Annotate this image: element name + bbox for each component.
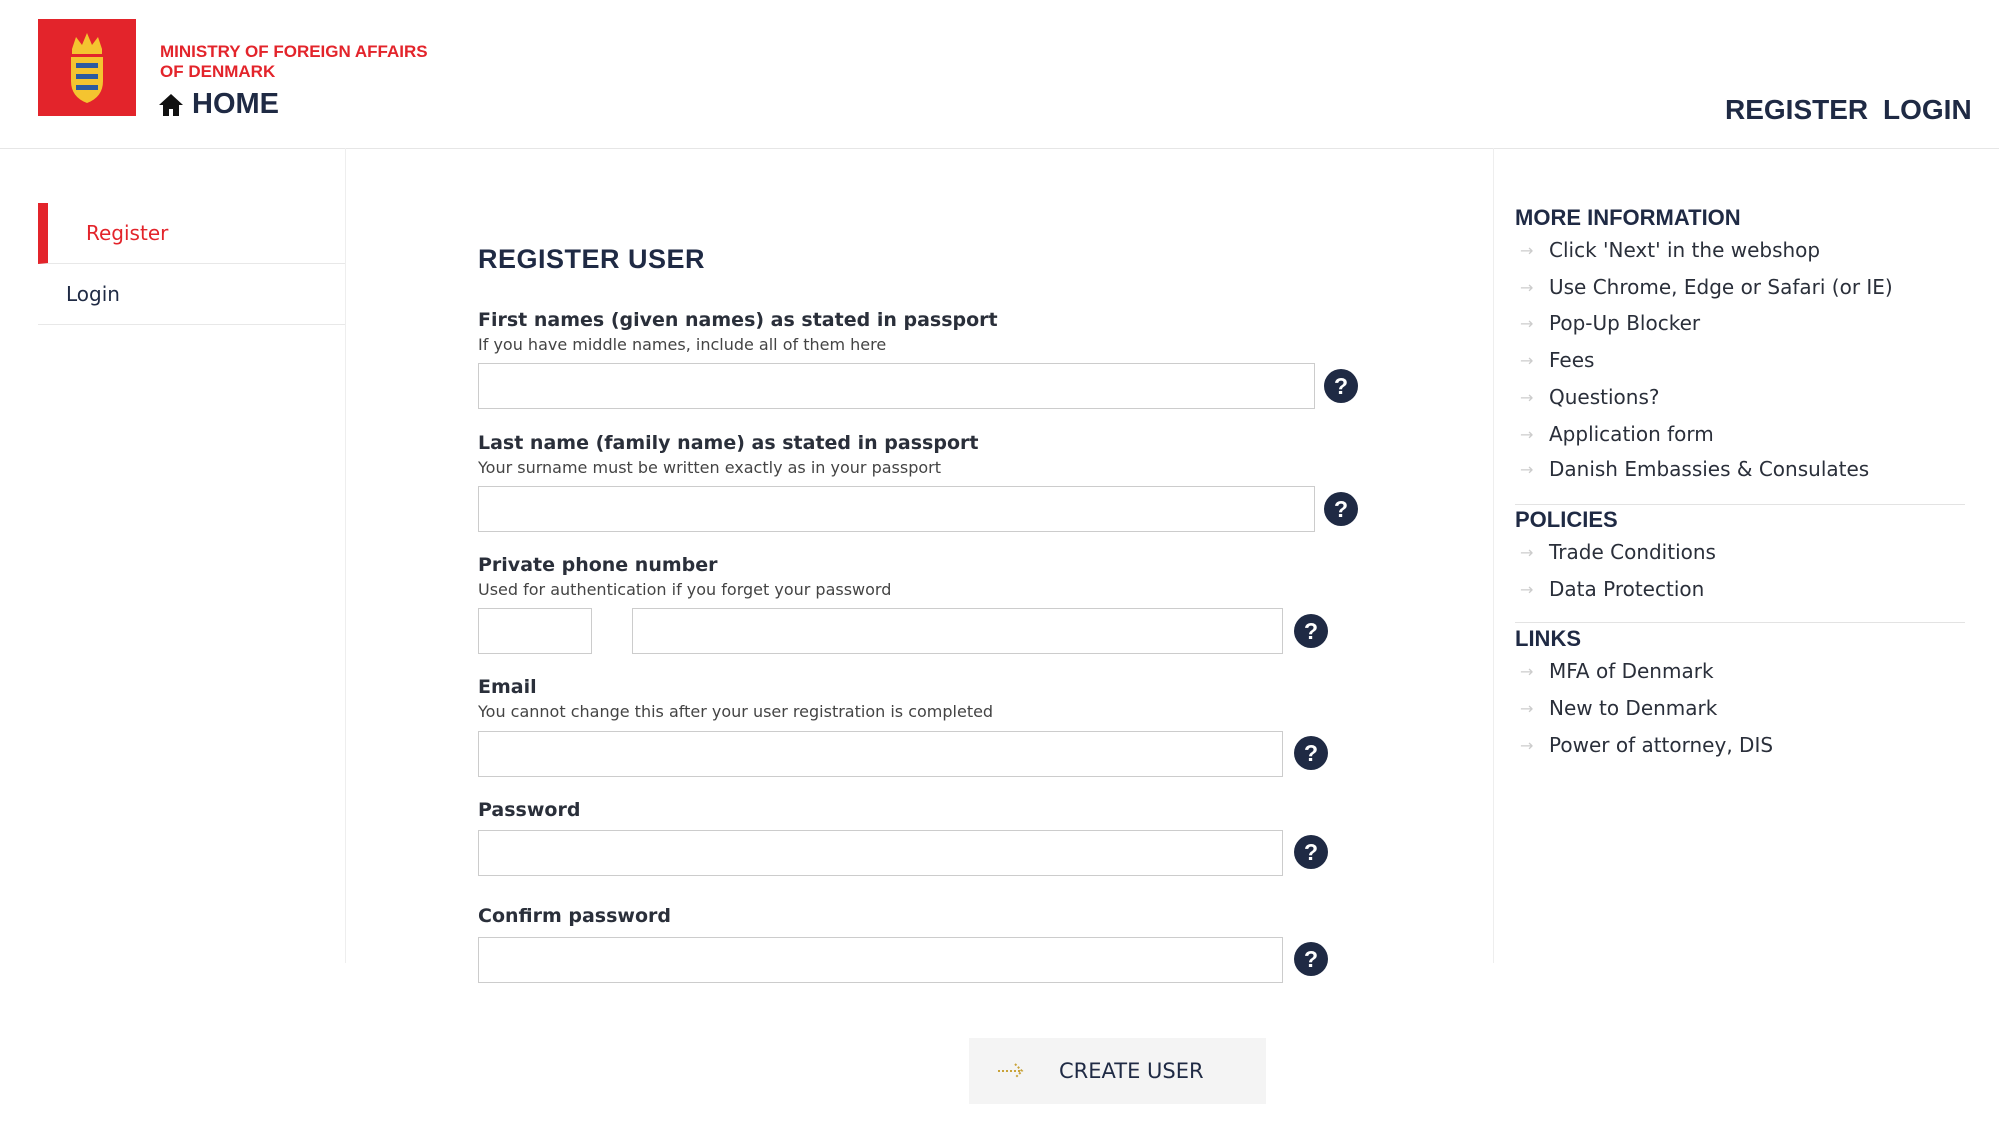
confirm-password-help-icon[interactable]: ? (1294, 942, 1328, 976)
link-label: Application form (1549, 422, 1714, 446)
policies-heading: POLICIES (1515, 507, 1618, 532)
brand-line-1: MINISTRY OF FOREIGN AFFAIRS (160, 42, 428, 61)
create-user-label: CREATE USER (1059, 1059, 1204, 1083)
first-name-hint: If you have middle names, include all of them here (478, 335, 887, 354)
link-trade-conditions[interactable] (1520, 540, 1716, 564)
link-browsers[interactable] (1520, 275, 1893, 299)
email-label: Email (478, 676, 537, 698)
confirm-password-input[interactable] (478, 937, 1283, 983)
link-questions[interactable] (1520, 385, 1660, 409)
ministry-name[interactable] (160, 42, 428, 82)
link-power-of-attorney[interactable] (1520, 733, 1773, 757)
arrow-icon: → (1520, 424, 1534, 444)
arrow-icon: → (1520, 661, 1534, 681)
arrow-icon: → (1520, 579, 1534, 599)
ministry-logo[interactable] (38, 19, 136, 116)
phone-help-icon[interactable]: ? (1294, 614, 1328, 648)
brand-line-2: OF DENMARK (160, 62, 276, 81)
link-data-protection[interactable] (1520, 577, 1704, 601)
page-title: REGISTER USER (478, 244, 706, 274)
arrow-icon: → (1520, 387, 1534, 407)
sidebar (38, 203, 345, 325)
last-name-label: Last name (family name) as stated in passport (478, 432, 979, 454)
links-heading: LINKS (1515, 626, 1581, 651)
link-fees[interactable] (1520, 348, 1594, 372)
divider (1515, 622, 1965, 623)
password-label: Password (478, 799, 581, 821)
link-click-next[interactable] (1520, 238, 1820, 262)
right-column-divider (1493, 148, 1494, 963)
email-help-icon[interactable]: ? (1294, 736, 1328, 770)
home-icon (158, 93, 184, 117)
divider (1515, 504, 1965, 505)
email-input[interactable] (478, 731, 1283, 777)
first-name-label: First names (given names) as stated in passport (478, 309, 998, 331)
link-label: Click 'Next' in the webshop (1549, 238, 1821, 262)
arrow-icon: → (1520, 240, 1534, 260)
coat-of-arms-icon (38, 19, 136, 116)
password-input[interactable] (478, 830, 1283, 876)
link-label: Trade Conditions (1549, 540, 1716, 564)
link-popup-blocker[interactable] (1520, 311, 1700, 335)
sidebar-item-login[interactable]: Login (38, 264, 345, 325)
email-hint: You cannot change this after your user registration is completed (478, 702, 994, 721)
link-label: Data Protection (1549, 577, 1705, 601)
phone-number-input[interactable] (632, 608, 1283, 654)
arrow-right-icon (997, 1061, 1025, 1081)
phone-label: Private phone number (478, 554, 718, 576)
more-information-heading: MORE INFORMATION (1515, 205, 1741, 230)
link-new-to-denmark[interactable] (1520, 696, 1717, 720)
last-name-help-icon[interactable]: ? (1324, 492, 1358, 526)
password-help-icon[interactable]: ? (1294, 835, 1328, 869)
link-label: MFA of Denmark (1549, 659, 1714, 683)
phone-country-code-input[interactable] (478, 608, 592, 654)
link-label: Pop-Up Blocker (1549, 311, 1701, 335)
header-divider (0, 148, 1999, 149)
sidebar-item-register[interactable]: Register (38, 203, 345, 264)
header-register-link[interactable]: REGISTER (1725, 94, 1869, 125)
arrow-icon: → (1520, 542, 1534, 562)
arrow-icon: → (1520, 277, 1534, 297)
phone-hint: Used for authentication if you forget your password (478, 580, 892, 599)
last-name-hint: Your surname must be written exactly as in your passport (478, 458, 942, 477)
arrow-icon: → (1520, 459, 1534, 479)
create-user-button[interactable] (969, 1038, 1266, 1104)
home-link[interactable] (158, 88, 279, 121)
link-label: New to Denmark (1549, 696, 1718, 720)
link-label: Fees (1549, 348, 1595, 372)
first-name-help-icon[interactable]: ? (1324, 369, 1358, 403)
link-application-form[interactable] (1520, 422, 1714, 446)
header-login-link[interactable]: LOGIN (1883, 94, 1972, 125)
first-name-input[interactable] (478, 363, 1315, 409)
link-mfa[interactable] (1520, 659, 1714, 683)
arrow-icon: → (1520, 350, 1534, 370)
link-label: Questions? (1549, 385, 1660, 409)
confirm-password-label: Confirm password (478, 905, 672, 927)
arrow-icon: → (1520, 735, 1534, 755)
link-label: Use Chrome, Edge or Safari (or IE) (1549, 275, 1893, 299)
sidebar-divider (345, 148, 346, 963)
link-label: Danish Embassies & Consulates (1549, 457, 1870, 481)
arrow-icon: → (1520, 698, 1534, 718)
link-label: Power of attorney, DIS (1549, 733, 1774, 757)
last-name-input[interactable] (478, 486, 1315, 532)
link-embassies[interactable] (1520, 457, 1869, 481)
arrow-icon: → (1520, 313, 1534, 333)
home-label: HOME (192, 88, 279, 120)
